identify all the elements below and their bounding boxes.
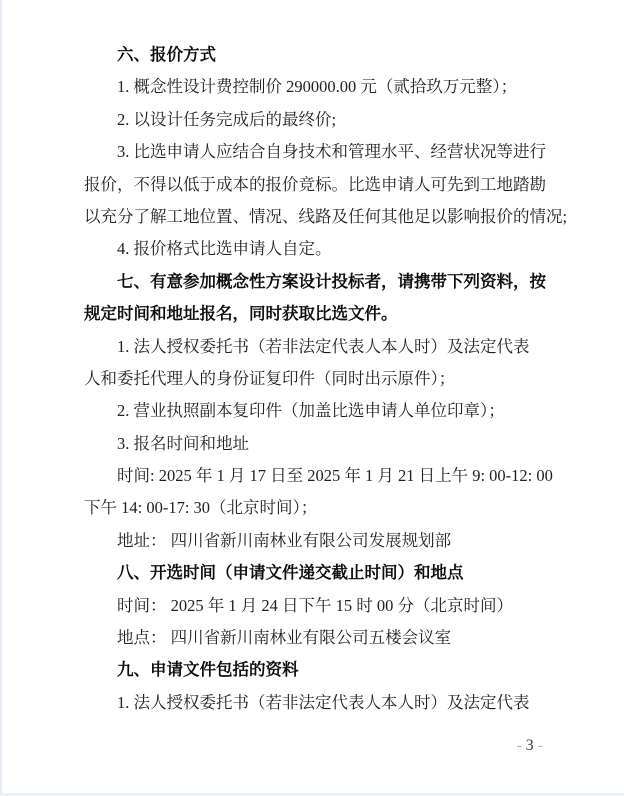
paragraph-line: 下午 14: 00-17: 30（北京时间）； [84, 498, 318, 518]
section-heading-8: 八、开选时间（申请文件递交截止时间）和地点 [117, 564, 464, 583]
paragraph-line: 时间: 2025 年 1 月 17 日至 2025 年 1 月 21 日上午 9: 00-12: 00 [117, 466, 553, 486]
paragraph-line: 地址： 四川省新川南林业有限公司发展规划部 [117, 530, 452, 550]
paragraph-line: 1. 概念性设计费控制价 290000.00 元（贰拾玖万元整）； [117, 77, 518, 97]
paragraph-line: 时间： 2025 年 1 月 24 日下午 15 时 00 分（北京时间） [117, 595, 513, 615]
section-heading-7-cont: 规定时间和地址报名，同时获取比选文件。 [84, 305, 398, 324]
section-heading-7: 七、有意参加概念性方案设计投标者，请携带下列资料，按 [117, 272, 546, 291]
section-heading-9: 九、申请文件包括的资料 [117, 661, 299, 680]
paragraph-line: 2. 营业执照副本复印件（加盖比选申请人单位印章）； [117, 401, 505, 421]
document-body [84, 39, 568, 719]
paragraph-line: 以充分了解工地位置、情况、线路及任何其他足以影响报价的情况; [84, 206, 568, 226]
paragraph-line: 人和委托代理人的身份证复印件（同时出示原件）； [84, 368, 456, 388]
page-left-edge [0, 0, 2, 796]
paragraph-line: 报价，不得以低于成本的报价竞标。比选申请人可先到工地踏勘 [84, 174, 546, 194]
paragraph-line: 3. 报名时间和地址 [117, 433, 249, 453]
paragraph-line: 地点： 四川省新川南林业有限公司五楼会议室 [117, 628, 452, 648]
paragraph-line: 2. 以设计任务完成后的最终价; [117, 109, 337, 129]
paragraph-line: 1. 法人授权委托书（若非法定代表人本人时）及法定代表 [117, 336, 530, 356]
page-number [512, 736, 547, 756]
page-number-left-dash: - [516, 737, 522, 754]
paragraph-line: 3. 比选申请人应结合自身技术和管理水平、经营状况等进行 [117, 142, 546, 162]
page-number-right-dash: - [537, 737, 543, 754]
paragraph-line: 4. 报价格式比选申请人自定。 [117, 239, 332, 259]
section-heading-6: 六、报价方式 [117, 46, 216, 64]
page-number-value: 3 [525, 737, 534, 754]
paragraph-line: 1. 法人授权委托书（若非法定代表人本人时）及法定代表 [117, 692, 530, 712]
